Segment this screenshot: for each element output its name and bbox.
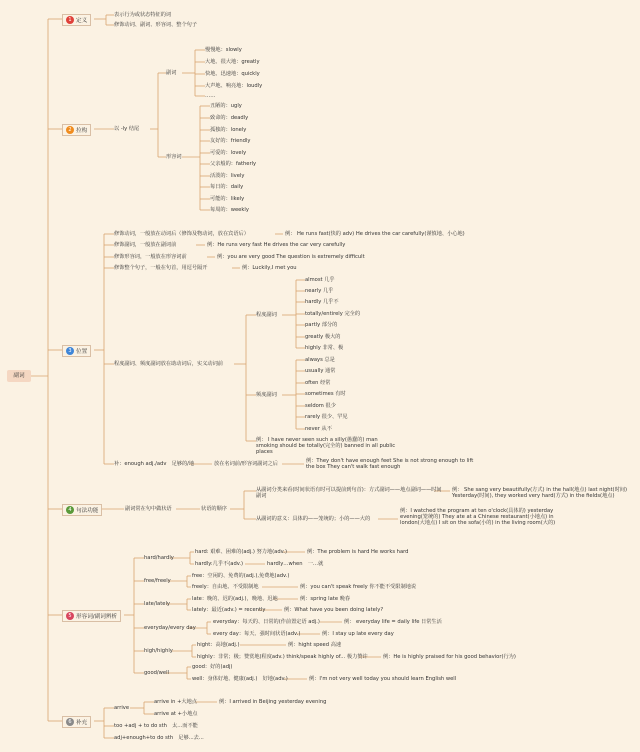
definition-item: 修饰动词、副词、形容词、整个句子 — [114, 22, 198, 28]
adjective-example: 父亲般的：fatherly — [210, 161, 257, 167]
comparison-group-high: high/highly — [144, 648, 173, 654]
frequency-adverb: rarely 很少、罕见 — [305, 414, 348, 420]
comparison-item: late：晚的、迟的(adj.)，晚地、迟地 — [192, 596, 278, 602]
number-badge-1: 1 — [66, 16, 74, 24]
adverbial-order: 状语的顺序 — [201, 506, 227, 512]
adverb-example: …… — [205, 93, 216, 99]
comparison-item: every day：每天、强时间状语(adv.) — [213, 631, 301, 637]
position-example: 例：you are very good The question is extremely difficult — [217, 254, 365, 260]
comparison-item: highly：非常；极；赞赏地(程度adv.) think/speak highly of... 极力赞许 — [197, 654, 368, 660]
comparison-example: 例：He is highly praised for his good behavior(行为) — [383, 654, 516, 660]
comparison-example: 例：The problem is hard He works hard — [307, 549, 409, 555]
comparison-example: 例：spring late 晚春 — [300, 596, 351, 602]
comparison-item: freely：自由地、不受限制地 — [192, 584, 259, 590]
definition-item: 表示行为或状态特征的词 — [114, 12, 172, 18]
section-label: 位置 — [76, 349, 88, 355]
comparison-example: 例：I stay up late every day — [322, 631, 394, 637]
number-badge-3: 3 — [66, 347, 74, 355]
comparison-item: hight：高地(adj.) — [197, 642, 240, 648]
comparison-item: good：好的(adj) — [192, 664, 233, 670]
ly-rule: 以 -ly 结尾 — [114, 126, 140, 132]
number-badge-4: 4 — [66, 506, 74, 514]
degree-adverb: totally/entirely 完全的 — [305, 311, 361, 317]
degree-adverb: hardly 几乎不 — [305, 299, 339, 305]
section-formation[interactable] — [62, 124, 91, 136]
comparison-example: 例：hight speed 高速 — [288, 642, 342, 648]
position-example: 例：He runs very fast He drives the car very carefully — [207, 242, 346, 248]
comparison-group-free: free/freely — [144, 578, 171, 584]
enough-position: 放在名词前/形容词副词之后 — [214, 461, 278, 467]
frequency-adverb: often 经常 — [305, 380, 331, 386]
frequency-adverb: always 总是 — [305, 357, 335, 363]
comparison-item: well：身体好地、健康(adj.) 好地(adv.) — [192, 676, 288, 682]
position-example: 例： I have never seen such a silly(愚蠢的) man smoking should be totally(完全的) banned in all public places — [256, 437, 396, 455]
adjective-example: 每周的：weekly — [210, 207, 249, 213]
adjective-example: 可爱的：lovely — [210, 150, 247, 156]
adverb-example: 大地、很大地：greatly — [205, 59, 260, 65]
position-example: 例： He runs fast(快的 adv) He drives the car carefully(谨慎地、小心地) — [285, 231, 465, 237]
section-syntax-function[interactable] — [62, 504, 102, 516]
adverb-example: 快地、迅速地：quickly — [205, 71, 260, 77]
number-badge-2: 2 — [66, 126, 74, 134]
root-node[interactable]: 副词 — [7, 370, 31, 382]
arrive-rule: arrive at +小地点 — [154, 711, 198, 717]
degree-adverb: almost 几乎 — [305, 277, 335, 283]
enough-to-rule: adj+enough+to do sth 足够...去... — [114, 735, 204, 741]
adjective-example: 可能的：likely — [210, 196, 245, 202]
order-rule: 从副词的意义：具体的——笼统的；小的——大的 — [256, 516, 371, 522]
frequency-adverb-branch: 频度副词 — [256, 392, 277, 398]
section-position[interactable] — [62, 345, 91, 357]
degree-adverb: nearly 几乎 — [305, 288, 334, 294]
order-example: 例：I watched the program at ten o'clock(具体的) yesterday evening(笼统的) They ate at a Chinese restaurant(小地点) in london(大地点) I sit on the sofa(小的) in the living room(大的) — [400, 508, 556, 526]
position-rule: 修饰动词，一般放在动词后（修饰及物动词，放在宾语后） — [114, 231, 249, 237]
frequency-adverb: sometimes 有时 — [305, 391, 346, 397]
comparison-group-good: good/well — [144, 670, 169, 676]
comparison-example: 例： everyday life = daily life 日常生活 — [344, 619, 442, 625]
adverbial-usage: 副词常在句中做状语 — [125, 506, 172, 512]
frequency-adverb: usually 通常 — [305, 368, 336, 374]
comparison-item: hard: 艰难、困难的(adj.) 努力地(adv.) — [195, 549, 287, 555]
comparison-item: lately：最近(adv.) = recently — [192, 607, 266, 613]
adjective-branch: 形容词 — [166, 154, 182, 160]
comparison-group-hard: hard/hardly — [144, 555, 174, 561]
degree-adverb: partly 部分的 — [305, 322, 338, 328]
comparison-item: free：空闲的、免费的(adj.),免费地(adv.) — [192, 573, 290, 579]
comparison-example: 例：What have you been doing lately? — [284, 607, 384, 613]
frequency-adverb: seldom 很少 — [305, 403, 336, 409]
section-definition[interactable] — [62, 14, 91, 26]
enough-example: 例：They don't have enough feet She is not strong enough to lift the box They can't walk fast enough — [306, 458, 474, 470]
adverb-branch: 副词 — [166, 70, 177, 76]
adjective-example: 致命的：deadly — [210, 115, 249, 121]
comparison-group-late: late/lately — [144, 601, 170, 607]
degree-adverb: highly 非常、极 — [305, 345, 344, 351]
arrive-branch: arrive — [114, 705, 130, 711]
order-example: 例： She sang very beautifully(方式) in the hall(地点) last night(时间) Yesterday(时间), they worked very hard(方式) in the fields(地点) — [452, 487, 627, 499]
frequency-adverb: never 从不 — [305, 426, 332, 432]
position-rule: 修饰形容词，一般放在形容词前 — [114, 254, 187, 260]
comparison-example: 例：you can't speak freely 你不能不受限制地说 — [300, 584, 417, 590]
degree-adverb: greatly 极大的 — [305, 334, 341, 340]
comparison-group-everyday: everyday/every day — [144, 625, 196, 631]
section-label: 定义 — [76, 18, 88, 24]
adjective-example: 活泼的：lively — [210, 173, 245, 179]
adverb-example: 慢慢地：slowly — [205, 47, 242, 53]
number-badge-5: 5 — [66, 612, 74, 620]
section-label: 补充 — [76, 720, 88, 726]
adverb-example: 大声地、响亮地：loudly — [205, 83, 263, 89]
position-rule: 修饰整个句子，一般在句首，用逗号隔开 — [114, 265, 208, 271]
order-rule: 从副词分类来看(时间状语有时可以提前到句首)：方式副词——地点副词——时间副词 — [256, 487, 442, 499]
comparison-example: 例：I'm not very well today you should learn English well — [309, 676, 457, 682]
enough-rule: 补：enough adj./adv 足够的/地 — [114, 461, 195, 467]
section-label: 形容词/副词辨析 — [76, 614, 118, 620]
degree-adverb-branch: 程度副词 — [256, 312, 277, 318]
position-rule: 程度副词、频度副词放在助动词后，实义动词前 — [114, 361, 223, 367]
comparison-note: hardly…when 一…就 — [267, 561, 324, 567]
arrive-example: 例：I arrived in Beijing yesterday evening — [219, 699, 327, 705]
position-example: 例：Luckily,I met you — [242, 265, 297, 271]
section-label: 拉构 — [76, 128, 88, 134]
section-label: 句法功能 — [76, 508, 99, 514]
comparison-item: everyday：每天的、日常的(作前置定语 adj.) — [213, 619, 320, 625]
arrive-rule: arrive in +大地点 — [154, 699, 197, 705]
comparison-item: hardly:几乎不(adv.) — [195, 561, 244, 567]
adjective-example: 孤独的：lonely — [210, 127, 247, 133]
adjective-example: 每日的：daily — [210, 184, 244, 190]
too-to-rule: too +adj + to do sth 太...而不能 — [114, 723, 198, 729]
adjective-example: 友好的：friendly — [210, 138, 251, 144]
adjective-example: 丑陋的：ugly — [210, 103, 242, 109]
position-rule: 修饰副词，一般放在副词前 — [114, 242, 177, 248]
section-adjective-adverb-comparison[interactable] — [62, 610, 121, 622]
section-supplement[interactable] — [62, 716, 91, 728]
number-badge-6: 6 — [66, 718, 74, 726]
